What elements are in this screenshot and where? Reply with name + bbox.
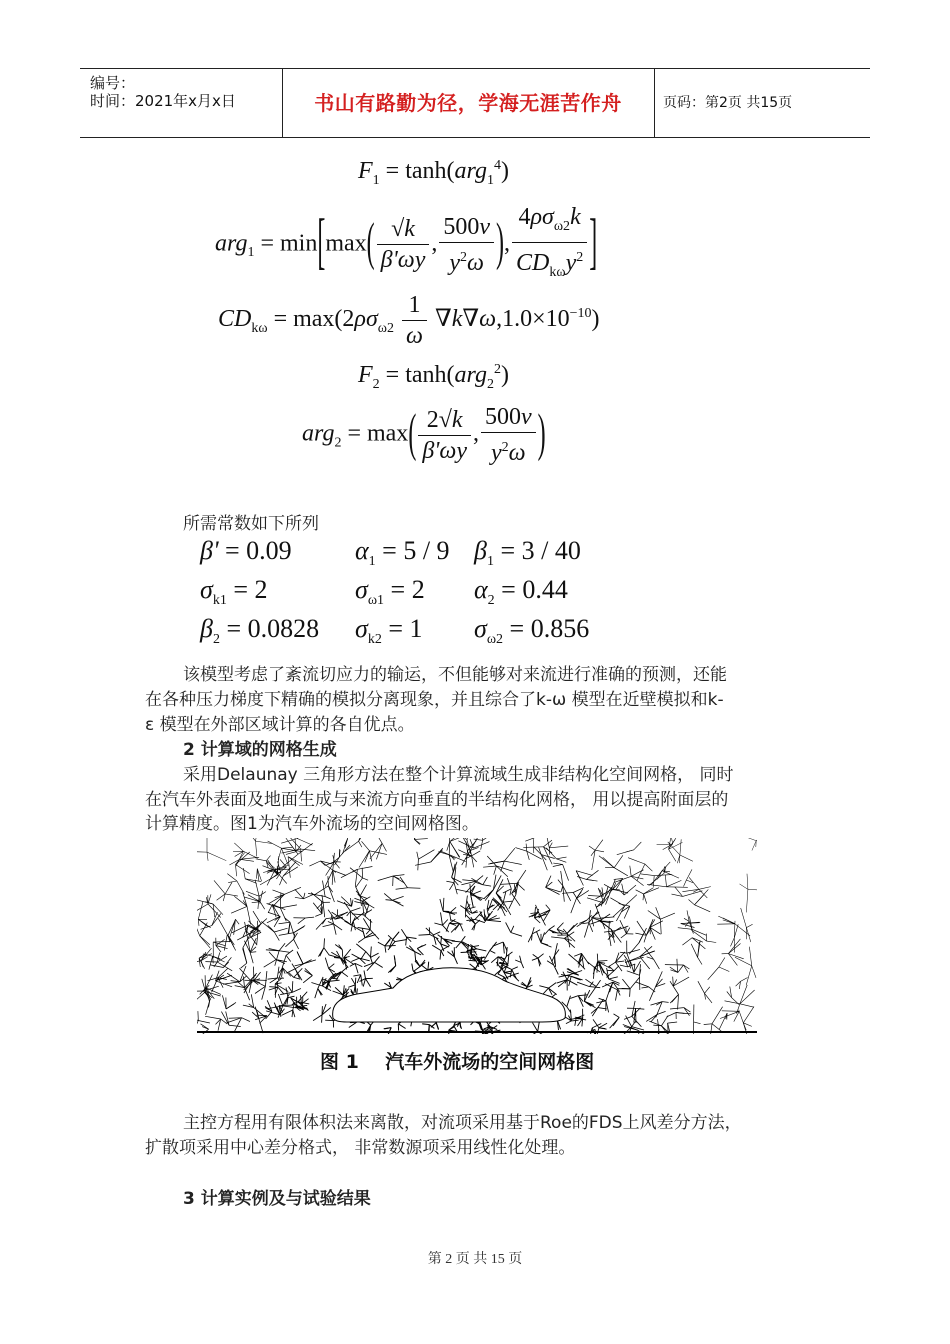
header-page-label: 页码：第2页 共15页 — [663, 95, 793, 111]
section-heading: 2 计算域的网格生成 — [183, 740, 337, 760]
constant-sigma-w1: $\sigma_{\omega 1} = 2$ — [355, 575, 425, 609]
constant-sigma-w2: $\sigma_{\omega 2} = 0.856$ — [474, 614, 590, 648]
mesh-edge — [324, 938, 325, 947]
mesh-edge — [328, 876, 329, 886]
header-meta-cell — [80, 69, 282, 137]
mesh-edge — [355, 978, 356, 985]
paragraph-line: 采用Delaunay 三角形方法在整个计算流域生成非结构化空间网格， 同时 — [183, 765, 734, 785]
paragraph-line: 在汽车外表面及地面生成与来流方向垂直的半结构化网格， 用以提高附面层的 — [145, 790, 729, 810]
paragraph-line: 在各种压力梯度下精确的模拟分离现象，并且综合了k-ω 模型在近壁模拟和k- — [145, 690, 724, 710]
formula-arg1: arg$_1$ = min[max( $\frac{√k}{\beta'\omega y}$ , $\frac{500\nu}{y^2\omega}$ ), $\frac{4\rho\sigma_{\omega 2}k}{CD_{k\omega}y^2}$ ] — [215, 204, 598, 280]
mesh-edge — [607, 970, 614, 971]
constant-beta2: $\beta_2 = 0.0828$ — [200, 614, 320, 648]
page-footer: 第 2 页 共 15 页 — [427, 1252, 523, 1267]
constant-alpha2: $\alpha_2 = 0.44$ — [474, 575, 568, 609]
paragraph-line: ε 模型在外部区域计算的各自优点。 — [145, 715, 415, 735]
number-label: 编号： — [90, 74, 136, 92]
mesh-edge — [597, 954, 598, 962]
mesh-edge — [408, 888, 421, 889]
mesh-figure — [197, 838, 757, 1034]
paragraph-line: 扩散项采用中心差分格式， 非常数源项采用线性化处理。 — [145, 1138, 576, 1158]
paragraph-line: 主控方程用有限体积法来离散，对流项采用基于Roe的FDS上风差分方法， — [183, 1113, 742, 1133]
header-motto: 书山有路勤为径，学海无涯苦作舟 — [314, 91, 622, 115]
mesh-edge — [292, 981, 293, 992]
constant-alpha1: $\alpha_1 = 5 / 9$ — [355, 536, 450, 570]
formula-arg2: arg$_2$ = max( $\frac{2√k}{\beta'\omega y}$ , $\frac{500\nu}{y^2\omega}$ ) — [302, 404, 546, 466]
mesh-edge — [630, 989, 631, 997]
time-label: 时间：2021年x月x日 — [90, 92, 236, 110]
constant-beta-prime: β' = 0.09 — [200, 536, 292, 565]
constant-sigma-k2: $\sigma_{k2} = 1$ — [355, 614, 423, 648]
constant-sigma-k1: $\sigma_{k1} = 2$ — [200, 575, 268, 609]
constant-beta1: $\beta_1 = 3 / 40$ — [474, 536, 581, 570]
mesh-edge — [269, 987, 278, 988]
constants-intro: 所需常数如下所列 — [183, 514, 319, 534]
section-heading: 3 计算实例及与试验结果 — [183, 1189, 371, 1209]
formula-f1: $F_1 = \tanh(arg_1^4)$ — [358, 158, 509, 188]
document-header — [80, 68, 870, 138]
formula-cdkw: $CD_{k\omega} = \max(2\rho\sigma_{\omega 2}$ $\frac{1}{\omega}$ $\nabla k\nabla\omega,1.0\times 10^{-10}$) — [218, 292, 600, 349]
formula-f2: $F_2 = \tanh(arg_2^2)$ — [358, 362, 509, 392]
figure-caption: 图 1 汽车外流场的空间网格图 — [320, 1051, 595, 1073]
paragraph-line: 该模型考虑了紊流切应力的输运，不但能够对来流进行准确的预测，还能 — [183, 665, 727, 685]
paragraph-line: 计算精度。图1为汽车外流场的空间网格图。 — [145, 814, 479, 834]
